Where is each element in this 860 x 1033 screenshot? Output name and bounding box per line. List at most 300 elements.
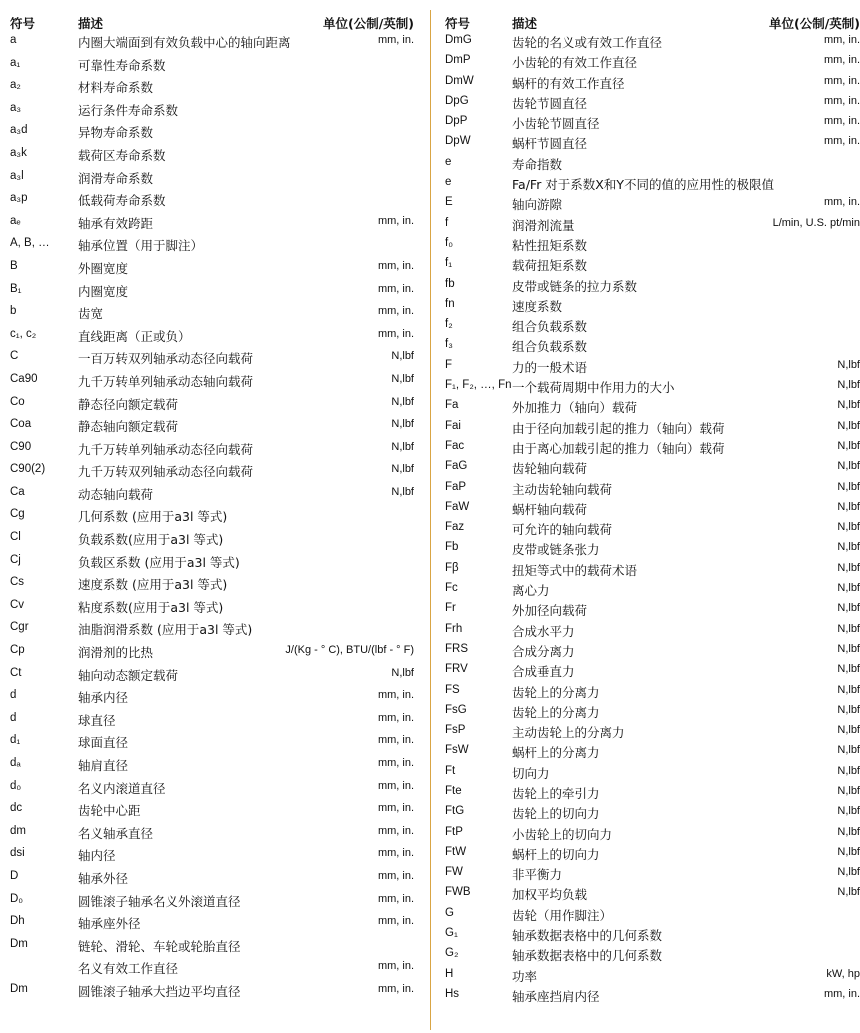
- row-symbol: Ca: [10, 485, 25, 498]
- row-unit: N,lbf: [837, 663, 860, 676]
- row-symbol: FaP: [445, 480, 467, 493]
- row-symbol: b: [10, 305, 17, 318]
- row-description: 小齿轮节圆直径: [512, 116, 600, 132]
- right-header: [437, 0, 860, 30]
- table-row: [0, 482, 424, 505]
- row-description: 一个载荷周期中作用力的大小: [512, 380, 675, 396]
- row-description: 齿轮上的分离力: [512, 684, 600, 700]
- table-row: [437, 71, 860, 91]
- row-symbol: fn: [445, 297, 455, 310]
- row-description: 离心力: [512, 583, 550, 599]
- row-unit: N,lbf: [837, 886, 860, 899]
- row-symbol: C90: [10, 440, 32, 453]
- row-description: 组合负载系数: [512, 319, 588, 335]
- table-row: [437, 598, 860, 618]
- row-unit: mm, in.: [823, 34, 860, 46]
- row-symbol: G: [445, 906, 454, 919]
- table-row: [0, 188, 424, 211]
- row-description: 蜗杆轴向载荷: [512, 501, 588, 517]
- row-unit: mm, in.: [377, 982, 414, 995]
- table-row: [0, 889, 424, 912]
- row-unit: mm, in.: [377, 960, 414, 973]
- row-unit: mm, in.: [377, 259, 414, 272]
- row-unit: mm, in.: [377, 282, 414, 295]
- header-unit: 单位(公制/英制): [323, 16, 414, 31]
- row-description: Fa/Fr 对于系数X和Y不同的值的应用性的极限值: [512, 177, 775, 193]
- row-description: 齿轮上的牵引力: [512, 785, 600, 801]
- row-description: 低载荷寿命系数: [78, 193, 166, 209]
- row-symbol: Fai: [445, 419, 461, 432]
- row-description: 齿轮上的切向力: [512, 806, 600, 822]
- row-symbol: e: [445, 176, 452, 189]
- row-symbol: FS: [445, 683, 460, 696]
- row-unit: N,lbf: [837, 419, 860, 432]
- table-row: [437, 578, 860, 598]
- row-symbol: Dh: [10, 915, 25, 928]
- row-unit: mm, in.: [377, 779, 414, 792]
- row-symbol: f₀: [445, 236, 453, 249]
- table-row: [0, 392, 424, 415]
- row-symbol: D₀: [10, 892, 24, 905]
- table-row: [437, 30, 860, 50]
- row-symbol: Dm: [10, 937, 28, 950]
- row-symbol: Fte: [445, 784, 462, 797]
- row-description: 轴承数据表格中的几何系数: [512, 948, 663, 964]
- row-description: 几何系数 (应用于a3l 等式): [78, 509, 228, 525]
- row-unit: mm, in.: [377, 824, 414, 837]
- row-description: 合成水平力: [512, 623, 575, 639]
- row-description: 油脂润滑系数 (应用于a3l 等式): [78, 622, 253, 638]
- table-row: [437, 91, 860, 111]
- row-unit: N,lbf: [837, 805, 860, 818]
- table-row: [437, 619, 860, 639]
- row-symbol: Cp: [10, 644, 25, 657]
- row-unit: N,lbf: [837, 358, 860, 371]
- table-row: [437, 537, 860, 557]
- table-row: [0, 120, 424, 143]
- table-row: [0, 640, 424, 663]
- table-row: [437, 943, 860, 963]
- row-symbol: H: [445, 967, 454, 980]
- row-description: 一百万转双列轴承动态径向载荷: [78, 351, 254, 367]
- row-symbol: Co: [10, 395, 25, 408]
- row-unit: mm, in.: [823, 54, 860, 67]
- row-description: 可允许的轴向载荷: [512, 522, 613, 538]
- table-row: [437, 172, 860, 192]
- row-unit: mm, in.: [823, 115, 860, 128]
- table-row: [0, 211, 424, 234]
- row-symbol: DmP: [445, 54, 471, 67]
- right-column: [437, 0, 860, 1004]
- row-symbol: FRV: [445, 663, 468, 676]
- table-row: [0, 256, 424, 279]
- row-unit: N,lbf: [837, 845, 860, 858]
- row-description: 轴内径: [78, 848, 116, 864]
- row-unit: J/(Kg - ° C), BTU/(lbf - ° F): [285, 644, 414, 657]
- row-description: 功率: [512, 968, 538, 984]
- table-row: [0, 843, 424, 866]
- row-description: 外加推力（轴向）载荷: [512, 400, 638, 416]
- table-row: [0, 708, 424, 731]
- row-unit: N,lbf: [391, 463, 414, 476]
- table-row: [437, 314, 860, 334]
- row-symbol: DmG: [445, 34, 472, 46]
- table-row: [437, 740, 860, 760]
- row-description: 齿轮节圆直径: [512, 95, 588, 111]
- row-unit: mm, in.: [377, 214, 414, 227]
- row-unit: mm, in.: [377, 34, 414, 46]
- row-description: 直线距离（正或负）: [78, 328, 191, 344]
- row-symbol: f: [445, 216, 449, 229]
- row-unit: N,lbf: [391, 440, 414, 453]
- row-description: 润滑剂的比热: [78, 645, 154, 661]
- table-row: [0, 346, 424, 369]
- row-symbol: Cv: [10, 598, 25, 611]
- row-description: 扭矩等式中的载荷术语: [512, 562, 638, 578]
- row-symbol: d₀: [10, 779, 22, 792]
- row-description: 齿轮的名义或有效工作直径: [512, 35, 663, 50]
- row-symbol: Fc: [445, 582, 458, 595]
- row-unit: N,lbf: [391, 666, 414, 679]
- row-unit: mm, in.: [377, 892, 414, 905]
- table-row: [437, 233, 860, 253]
- table-row: [0, 550, 424, 573]
- row-symbol: dm: [10, 824, 26, 837]
- row-symbol: fb: [445, 277, 455, 290]
- table-row: [0, 53, 424, 76]
- row-symbol: A, B, …: [10, 237, 50, 250]
- table-row: [437, 274, 860, 294]
- row-symbol: d: [10, 711, 17, 724]
- row-description: 轴承内径: [78, 690, 129, 706]
- row-description: 蜗杆节圆直径: [512, 136, 588, 152]
- table-row: [0, 663, 424, 686]
- row-description: 静态径向额定载荷: [78, 396, 179, 412]
- row-symbol: F: [445, 358, 453, 371]
- row-description: 可靠性寿命系数: [78, 57, 166, 73]
- row-unit: N,lbf: [837, 703, 860, 716]
- row-description: 圆锥滚子轴承大挡边平均直径: [78, 983, 241, 999]
- row-description: 寿命指数: [512, 156, 563, 172]
- table-row: [437, 822, 860, 842]
- table-row: [437, 497, 860, 517]
- row-description: 齿轮轴向载荷: [512, 461, 588, 477]
- row-unit: mm, in.: [377, 327, 414, 340]
- row-unit: N,lbf: [837, 622, 860, 635]
- header-symbol: 符号: [445, 16, 471, 31]
- row-symbol: Ft: [445, 764, 456, 777]
- table-row: [0, 279, 424, 302]
- row-description: 轴向动态额定载荷: [78, 667, 179, 683]
- table-row: [0, 753, 424, 776]
- row-unit: N,lbf: [837, 724, 860, 737]
- row-unit: mm, in.: [377, 734, 414, 747]
- row-description: 切向力: [512, 765, 550, 781]
- table-row: [0, 685, 424, 708]
- header-symbol: 符号: [10, 16, 36, 31]
- table-row: [437, 923, 860, 943]
- row-description: 负载系数(应用于a3l 等式): [78, 532, 224, 548]
- row-unit: N,lbf: [837, 460, 860, 473]
- table-row: [437, 517, 860, 537]
- table-row: [437, 395, 860, 415]
- row-description: 皮带或链条张力: [512, 542, 600, 558]
- row-unit: mm, in.: [377, 915, 414, 928]
- row-description: 润滑寿命系数: [78, 170, 154, 186]
- table-row: [0, 821, 424, 844]
- row-description: 齿轮（用作脚注）: [512, 907, 613, 923]
- row-symbol: G₂: [445, 947, 459, 960]
- row-symbol: Coa: [10, 418, 32, 431]
- row-symbol: e: [445, 155, 452, 168]
- row-symbol: F₁, F₂, …, Fn: [445, 379, 512, 392]
- row-unit: N,lbf: [837, 642, 860, 655]
- row-symbol: Cj: [10, 553, 21, 566]
- row-description: 由于径向加载引起的推力（轴向）载荷: [512, 420, 725, 436]
- table-row: [437, 761, 860, 781]
- row-unit: N,lbf: [837, 500, 860, 513]
- row-symbol: a₁: [10, 56, 21, 69]
- table-row: [0, 301, 424, 324]
- row-symbol: Ct: [10, 666, 22, 679]
- table-row: [437, 842, 860, 862]
- table-row: [0, 459, 424, 482]
- table-row: [0, 617, 424, 640]
- table-row: [437, 903, 860, 923]
- table-row: [437, 152, 860, 172]
- table-row: [437, 375, 860, 395]
- table-row: [0, 730, 424, 753]
- row-description: 主动齿轮轴向载荷: [512, 481, 613, 497]
- row-unit: N,lbf: [837, 561, 860, 574]
- row-symbol: d₁: [10, 734, 21, 747]
- table-row: [437, 639, 860, 659]
- row-symbol: Faz: [445, 521, 465, 534]
- header-description: 描述: [78, 16, 104, 31]
- row-symbol: a₃: [10, 101, 22, 114]
- row-description: 外圈宽度: [78, 260, 129, 276]
- row-symbol: a₃d: [10, 124, 28, 137]
- row-symbol: B: [10, 259, 18, 272]
- table-row: [0, 911, 424, 934]
- row-unit: N,lbf: [837, 541, 860, 554]
- row-symbol: FaW: [445, 500, 470, 513]
- row-unit: N,lbf: [837, 784, 860, 797]
- row-description: 合成分离力: [512, 643, 575, 659]
- row-description: 内圈大端面到有效负载中心的轴向距离: [78, 35, 291, 50]
- row-symbol: C: [10, 350, 19, 363]
- row-unit: N,lbf: [837, 399, 860, 412]
- row-unit: mm, in.: [377, 847, 414, 860]
- table-row: [437, 253, 860, 273]
- row-symbol: a₃k: [10, 146, 27, 159]
- row-symbol: dsi: [10, 847, 25, 860]
- row-unit: N,lbf: [837, 379, 860, 392]
- table-row: [437, 111, 860, 131]
- table-row: [0, 233, 424, 256]
- row-symbol: FsW: [445, 744, 469, 757]
- row-unit: N,lbf: [391, 485, 414, 498]
- row-description: 九千万转双列轴承动态径向载荷: [78, 464, 254, 480]
- row-symbol: a₂: [10, 79, 21, 92]
- row-symbol: D: [10, 869, 19, 882]
- row-description: 名义内滚道直径: [78, 780, 166, 796]
- table-row: [0, 595, 424, 618]
- row-symbol: c₁, c₂: [10, 327, 37, 340]
- row-symbol: f₂: [445, 318, 453, 331]
- row-description: 载荷扭矩系数: [512, 258, 588, 274]
- row-unit: mm, in.: [823, 74, 860, 87]
- row-symbol: Dm: [10, 982, 28, 995]
- table-row: [0, 30, 424, 53]
- row-symbol: Cgr: [10, 621, 29, 634]
- row-description: 组合负载系数: [512, 339, 588, 355]
- row-symbol: FWB: [445, 886, 471, 899]
- table-row: [437, 456, 860, 476]
- table-row: [0, 504, 424, 527]
- row-symbol: Fr: [445, 602, 456, 615]
- row-symbol: Fac: [445, 439, 465, 452]
- row-unit: N,lbf: [837, 744, 860, 757]
- row-description: 负载区系数 (应用于a3l 等式): [78, 554, 240, 570]
- table-row: [437, 680, 860, 700]
- table-row: [437, 659, 860, 679]
- row-unit: N,lbf: [837, 683, 860, 696]
- row-description: 齿轮上的分离力: [512, 704, 600, 720]
- row-symbol: Hs: [445, 987, 460, 1000]
- row-description: 合成垂直力: [512, 664, 575, 680]
- row-unit: mm, in.: [823, 135, 860, 148]
- row-symbol: a: [10, 34, 17, 46]
- row-symbol: FtP: [445, 825, 463, 838]
- row-description: 名义有效工作直径: [78, 961, 179, 977]
- row-description: 九千万转单列轴承动态轴向载荷: [78, 373, 254, 389]
- row-symbol: FsP: [445, 724, 466, 737]
- row-description: 加权平均负载: [512, 887, 588, 903]
- table-row: [0, 572, 424, 595]
- row-unit: mm, in.: [377, 689, 414, 702]
- table-row: [0, 75, 424, 98]
- table-row: [0, 414, 424, 437]
- row-description: 轴承座外径: [78, 916, 141, 932]
- row-description: 载荷区寿命系数: [78, 147, 166, 163]
- table-row: [0, 98, 424, 121]
- row-description: 内圈宽度: [78, 283, 129, 299]
- row-description: 齿轮中心距: [78, 803, 141, 819]
- row-symbol: FW: [445, 866, 463, 879]
- row-symbol: E: [445, 196, 453, 209]
- row-description: 小齿轮的有效工作直径: [512, 55, 638, 71]
- table-row: [437, 131, 860, 151]
- table-row: [437, 294, 860, 314]
- table-row: [437, 964, 860, 984]
- row-symbol: Cs: [10, 576, 25, 589]
- table-row: [437, 558, 860, 578]
- row-unit: mm, in.: [377, 757, 414, 769]
- table-row: [437, 416, 860, 436]
- row-symbol: f₁: [445, 257, 453, 270]
- row-symbol: aₑ: [10, 214, 21, 227]
- row-unit: mm, in.: [377, 802, 414, 815]
- row-description: 动态轴向载荷: [78, 486, 154, 502]
- row-unit: N,lbf: [837, 582, 860, 595]
- row-unit: N,lbf: [837, 825, 860, 838]
- row-description: 蜗杆上的分离力: [512, 745, 600, 761]
- row-description: 齿宽: [78, 306, 104, 322]
- row-unit: N,lbf: [837, 602, 860, 615]
- table-row: [0, 979, 424, 1002]
- row-description: 轴承数据表格中的几何系数: [512, 928, 663, 944]
- row-symbol: FaG: [445, 460, 468, 473]
- row-symbol: Ca90: [10, 372, 38, 385]
- row-symbol: DpG: [445, 94, 469, 107]
- row-unit: N,lbf: [837, 866, 860, 879]
- table-row: [437, 192, 860, 212]
- row-description: 九千万转单列轴承动态径向载荷: [78, 441, 254, 457]
- row-description: 轴承外径: [78, 870, 129, 886]
- row-unit: N,lbf: [837, 521, 860, 534]
- row-symbol: a₃p: [10, 192, 28, 205]
- row-description: 运行条件寿命系数: [78, 102, 179, 118]
- row-unit: N,lbf: [391, 350, 414, 363]
- table-row: [0, 324, 424, 347]
- table-row: [437, 50, 860, 70]
- row-symbol: Frh: [445, 622, 463, 635]
- row-symbol: DpP: [445, 115, 468, 128]
- row-description: 粘度系数(应用于a3l 等式): [78, 599, 224, 615]
- row-symbol: FtW: [445, 845, 467, 858]
- row-unit: mm, in.: [823, 196, 860, 209]
- table-row: [0, 956, 424, 979]
- row-description: 力的一般术语: [512, 359, 588, 375]
- row-description: 主动齿轮上的分离力: [512, 725, 625, 741]
- table-row: [0, 798, 424, 821]
- left-header: [0, 0, 424, 30]
- row-unit: N,lbf: [837, 480, 860, 493]
- row-description: 粘性扭矩系数: [512, 237, 588, 253]
- row-description: 链轮、滑轮、车轮或轮胎直径: [78, 938, 241, 954]
- table-row: [437, 213, 860, 233]
- row-symbol: B₁: [10, 282, 22, 295]
- row-symbol: f₃: [445, 338, 453, 351]
- row-description: 轴向游隙: [512, 197, 563, 213]
- row-unit: N,lbf: [391, 372, 414, 385]
- row-unit: mm, in.: [823, 94, 860, 107]
- row-description: 名义轴承直径: [78, 825, 154, 841]
- row-description: 轴承有效跨距: [78, 215, 154, 231]
- row-unit: mm, in.: [823, 987, 860, 1000]
- row-description: 静态轴向额定载荷: [78, 419, 179, 435]
- row-description: 由于离心加载引起的推力（轴向）载荷: [512, 440, 725, 456]
- row-description: 轴承座挡肩内径: [512, 988, 600, 1004]
- table-row: [437, 334, 860, 354]
- table-row: [0, 866, 424, 889]
- row-symbol: d: [10, 689, 17, 702]
- row-symbol: Fβ: [445, 561, 459, 574]
- table-row: [437, 436, 860, 456]
- row-description: 速度系数 (应用于a3l 等式): [78, 577, 228, 593]
- row-unit: N,lbf: [391, 395, 414, 408]
- row-symbol: Fb: [445, 541, 459, 554]
- table-row: [437, 477, 860, 497]
- row-symbol: a₃l: [10, 169, 24, 182]
- table-row: [437, 355, 860, 375]
- row-description: 速度系数: [512, 298, 563, 314]
- row-unit: mm, in.: [377, 711, 414, 724]
- row-description: 圆锥滚子轴承名义外滚道直径: [78, 893, 241, 909]
- row-description: 材料寿命系数: [78, 80, 154, 96]
- row-symbol: FtG: [445, 805, 465, 818]
